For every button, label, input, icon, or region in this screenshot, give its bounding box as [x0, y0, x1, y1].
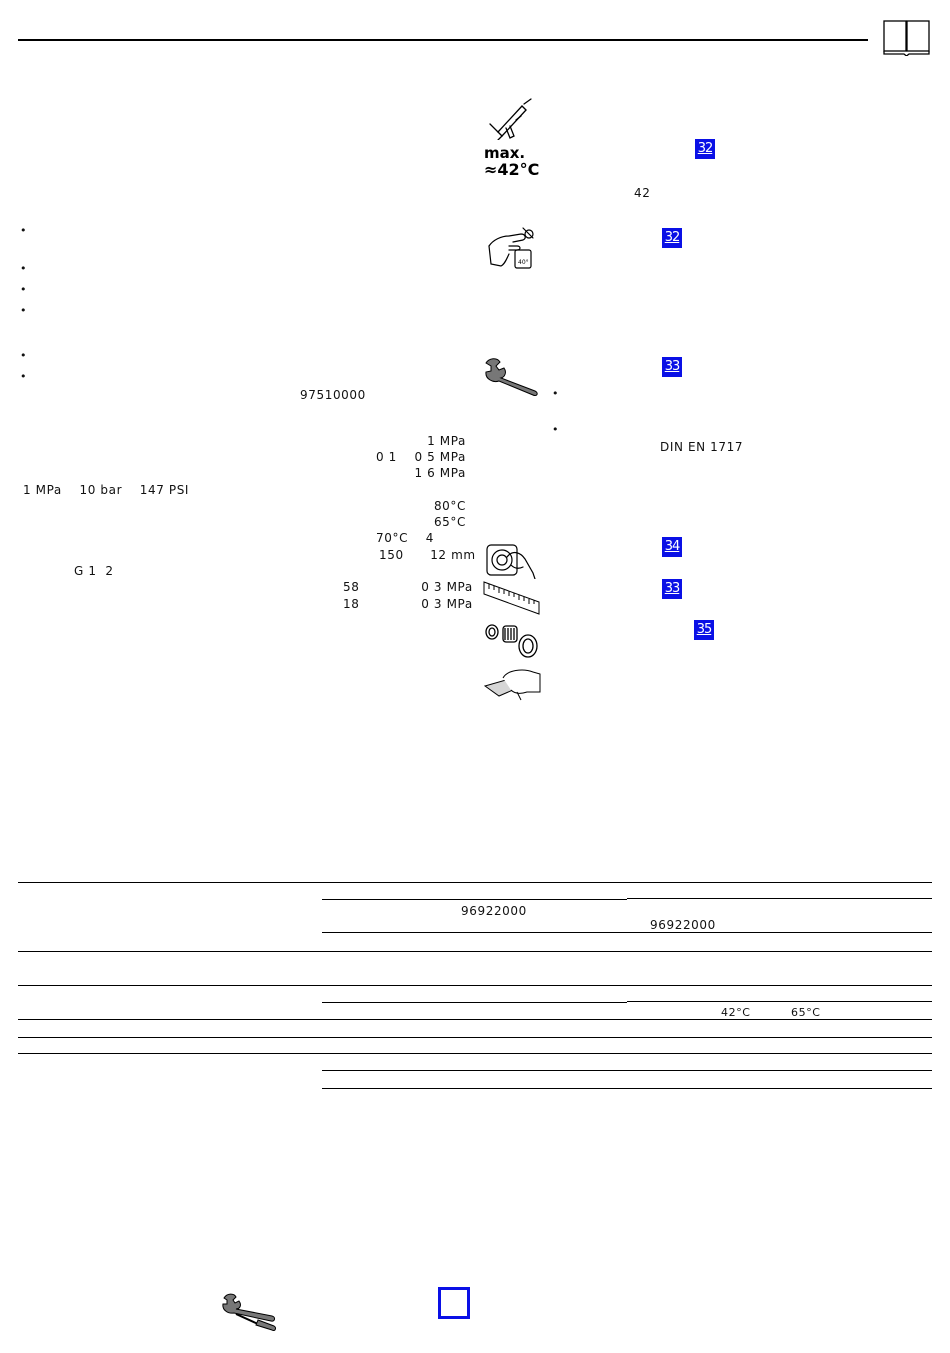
page-ref-badge-5: 33 [662, 579, 682, 599]
table-rule-9 [18, 1019, 932, 1020]
pressure-line: 1 MPa 10 bar 147 PSI [23, 483, 190, 497]
table-rule-7 [322, 1002, 627, 1003]
bullet-4: • [20, 304, 27, 317]
table-part-a: 96922000 [461, 904, 527, 918]
page-ref-badge-1: 32 [695, 139, 715, 159]
table-rule-8 [627, 1001, 932, 1002]
temp-label: ≈42°C [484, 160, 540, 179]
tech-value-4: 80°C [433, 499, 466, 513]
page-ref-badge-2: 32 [662, 228, 682, 248]
table-rule-11 [18, 1053, 932, 1054]
filter-parts-icon [483, 620, 541, 662]
table-temp-b: 65°C [791, 1006, 821, 1019]
bullet-1: • [20, 224, 27, 237]
cleaning-hand-icon [483, 666, 541, 702]
thread-size: G 1 2 [74, 564, 114, 578]
table-temp-a: 42°C [721, 1006, 751, 1019]
table-rule-12 [322, 1070, 932, 1071]
wrench-icon [483, 357, 541, 397]
table-rule-4 [322, 932, 932, 933]
tools-icon [220, 1292, 278, 1332]
tech-value-6: 70°C 4 [376, 531, 434, 545]
page-ref-badge-6: 35 [694, 620, 714, 640]
tech-value-9: 18 0 3 MPa [343, 597, 473, 611]
bullet-2: • [20, 262, 27, 275]
standard-ref: DIN EN 1717 [660, 440, 744, 454]
tech-value-7: 150 12 mm [379, 548, 476, 562]
page-ref-badge-3: 33 [662, 357, 682, 377]
table-rule-6 [18, 985, 932, 986]
table-part-b: 96922000 [650, 918, 716, 932]
bullet-6: • [20, 370, 27, 383]
page-ref-badge-4: 34 [662, 537, 682, 557]
ruler-icon [483, 580, 541, 616]
max-label: max. [484, 144, 526, 162]
bullet-5: • [20, 349, 27, 362]
table-rule-5 [18, 951, 932, 952]
page-number-box [438, 1287, 470, 1319]
tech-value-1: 1 MPa [427, 434, 466, 448]
temp-value: 42 [634, 186, 651, 200]
tech-value-2: 0 1 0 5 MPa [375, 450, 466, 464]
bullet-3: • [20, 283, 27, 296]
svg-text:40°: 40° [518, 259, 529, 266]
table-rule-2 [322, 899, 627, 900]
thermostat-hand-icon [487, 226, 539, 270]
table-rule-3 [627, 898, 932, 899]
table-rule-13 [322, 1088, 932, 1089]
tech-value-5: 65°C [433, 515, 466, 529]
right-bullet-1: • [552, 387, 559, 400]
tech-value-3: 1 6 MPa [414, 466, 466, 480]
knob-turn-icon [485, 539, 537, 579]
open-book-icon [883, 20, 930, 56]
part-number: 97510000 [300, 388, 366, 402]
table-rule-10 [18, 1037, 932, 1038]
silicone-gun-icon [488, 98, 534, 140]
right-bullet-2: • [552, 423, 559, 436]
header-rule [18, 39, 868, 41]
tech-value-8: 58 0 3 MPa [343, 580, 473, 594]
table-rule-1 [18, 882, 932, 883]
